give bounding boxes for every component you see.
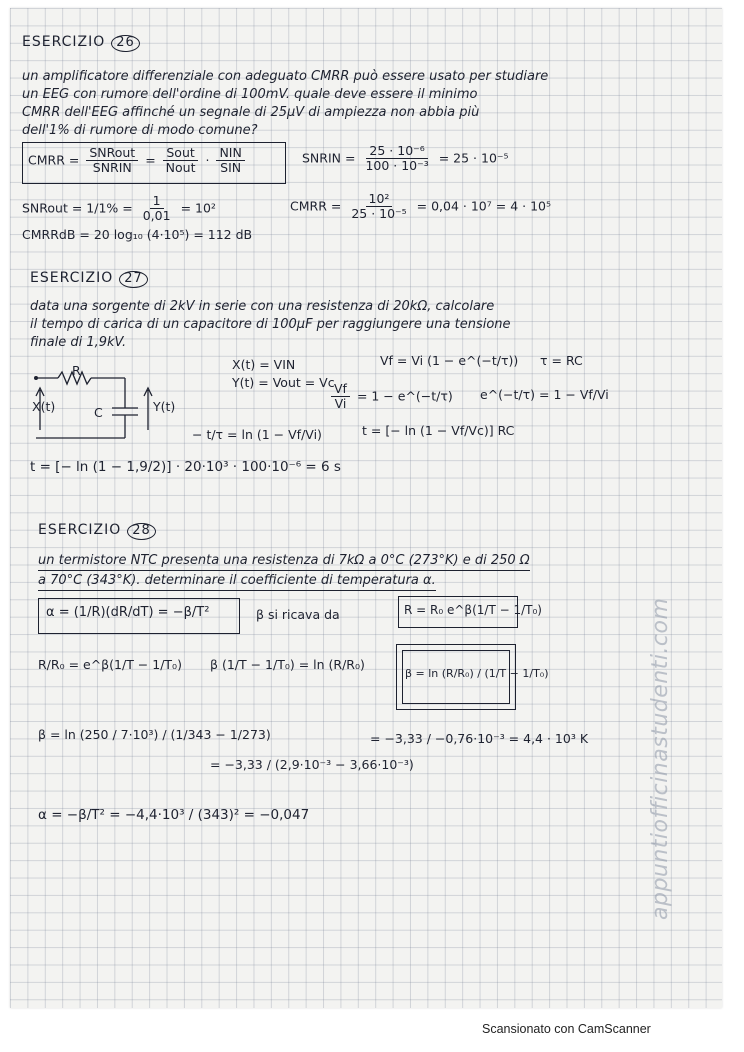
- beta-calc-step-1: β = ln (250 / 7·10³) / (1/343 − 1/273): [38, 727, 271, 742]
- exp-equation: e^(−t/τ) = 1 − Vf/Vi: [480, 387, 609, 402]
- alpha-definition: α = (1/R)(dR/dT) = −β/T²: [46, 605, 210, 620]
- ex27-text-line-2: il tempo di carica di un capacitore di 100µF per raggiungere una tensione: [30, 317, 511, 332]
- cmrr-value-frac: [348, 192, 409, 222]
- ratio-rhs: = 1 − e^(−t/τ): [356, 388, 453, 404]
- ex28-number: 28: [127, 523, 156, 540]
- label-resistor: R: [72, 363, 81, 378]
- cmrr-frac-s-num: Sout: [163, 146, 197, 161]
- ex26-title-text: ESERCIZIO: [22, 34, 106, 50]
- cmrr-frac-snr-den: SNRIN: [92, 160, 132, 176]
- cmrr-frac-n-den: SIN: [220, 160, 242, 176]
- snrin-frac: [362, 144, 431, 174]
- ex28-text-line-1: un termistore NTC presenta una resistenza di 7kΩ a 0°C (273°K) e di 250 Ω: [38, 554, 530, 571]
- cmrr-frac-snr-num: SNRout: [86, 146, 138, 161]
- vf-equation: Vf = Vi (1 − e^(−t/τ)): [380, 353, 519, 368]
- beta-note: β si ricava da: [256, 607, 340, 622]
- cmrr-frac-s-den: Nout: [165, 160, 196, 176]
- ex26-text-line-2: un EEG con rumore dell'ordine di 100mV. quale deve essere il minimo: [22, 87, 478, 102]
- label-input-signal: X(t): [32, 399, 56, 414]
- cmrr-value-lhs: CMRR =: [290, 198, 342, 214]
- r-formula: R = R₀ e^β(1/T − 1/T₀): [404, 603, 542, 617]
- cmrr-formula: [28, 146, 248, 176]
- snrin-rhs: = 25 · 10⁻⁵: [438, 150, 509, 166]
- t-result-equation: t = [− ln (1 − 1,9/2)] · 20·10³ · 100·10⁻⁶ = 6 s: [30, 459, 341, 475]
- cmrr-value-num: 10²: [366, 192, 393, 207]
- watermark-text: appuntiofficinastudenti.com: [648, 597, 673, 920]
- snrin-lhs: SNRIN =: [302, 150, 356, 166]
- ex27-title: [30, 270, 148, 288]
- beta-box-formula: β = ln (R/R₀) / (1/T − 1/T₀): [405, 667, 549, 680]
- yt-equation: Y(t) = Vout = Vc: [232, 375, 335, 390]
- ex26-text-line-3: CMRR dell'EEG affinché un segnale di 25µV di ampiezza non abbia più: [22, 105, 480, 120]
- ex28-text-line-2: a 70°C (343°K). determinare il coefficiente di temperatura α.: [38, 574, 436, 591]
- ex26-text-line-4: dell'1% di rumore di modo comune?: [22, 123, 258, 138]
- cmrr-value-equation: [290, 192, 551, 222]
- ratio-num: Vf: [331, 382, 350, 397]
- alpha-calc-equation: α = −β/T² = −4,4·10³ / (343)² = −0,047: [38, 807, 310, 823]
- ex27-text-line-3: finale di 1,9kV.: [30, 335, 127, 350]
- notebook-sheet: [10, 8, 722, 1008]
- beta-calc-step-3: = −3,33 / −0,76·10⁻³ = 4,4 · 10³ K: [370, 731, 589, 746]
- snrout-num: 1: [150, 194, 164, 209]
- cmrr-frac-n-num: NIN: [216, 146, 244, 161]
- cmrr-db-equation: CMRRdB = 20 log₁₀ (4·10⁵) = 112 dB: [22, 227, 253, 242]
- ratio-equation: [328, 382, 453, 412]
- snrout-frac: [140, 194, 174, 224]
- xt-equation: X(t) = VIN: [232, 357, 296, 372]
- cmrr-lhs: CMRR =: [28, 152, 80, 168]
- snrout-equation: [22, 194, 216, 224]
- ratio-frac: [331, 382, 350, 412]
- cmrr-eq-sign: =: [145, 152, 156, 168]
- label-capacitor: C: [94, 405, 103, 420]
- cmrr-frac-s: [163, 146, 199, 176]
- ex26-text-line-1: un amplificatore differenziale con adeguato CMRR può essere usato per studiare: [22, 69, 549, 84]
- ex27-text-line-1: data una sorgente di 2kV in serie con una resistenza di 20kΩ, calcolare: [30, 299, 495, 314]
- ex26-number: 26: [111, 35, 140, 52]
- snrin-num: 25 · 10⁻⁶: [366, 144, 427, 159]
- ratio-den: Vi: [334, 396, 347, 412]
- cmrr-value-den: 25 · 10⁻⁵: [351, 206, 407, 222]
- cmrr-value-rhs: = 0,04 · 10⁷ = 4 · 10⁵: [416, 198, 551, 214]
- cmrr-dot: ·: [205, 152, 210, 168]
- ex27-number: 27: [119, 271, 148, 288]
- beta-mid-equation: β (1/T − 1/T₀) = ln (R/R₀): [210, 657, 365, 672]
- r-ratio-equation: R/R₀ = e^β(1/T − 1/T₀): [38, 657, 182, 672]
- beta-calc-step-2: = −3,33 / (2,9·10⁻³ − 3,66·10⁻³): [210, 757, 414, 772]
- ex27-title-text: ESERCIZIO: [30, 270, 114, 286]
- ex26-title: [22, 34, 140, 52]
- ex28-title-text: ESERCIZIO: [38, 522, 122, 538]
- ln-equation: − t/τ = ln (1 − Vf/Vi): [192, 427, 322, 442]
- cmrr-frac-n: [216, 146, 244, 176]
- tau-equation: τ = RC: [540, 353, 583, 368]
- snrin-den: 100 · 10⁻³: [365, 158, 429, 174]
- scanner-footer: Scansionato con CamScanner: [482, 1022, 651, 1036]
- snrout-den: 0,01: [142, 208, 171, 224]
- snrin-equation: [302, 144, 509, 174]
- snrout-rhs: = 10²: [180, 200, 216, 216]
- t-equation: t = [− ln (1 − Vf/Vc)] RC: [362, 423, 515, 438]
- cmrr-frac-snr: [86, 146, 138, 176]
- snrout-lhs: SNRout = 1/1% =: [22, 200, 133, 216]
- label-output-signal: Y(t): [153, 399, 176, 414]
- ex28-title: [38, 522, 156, 540]
